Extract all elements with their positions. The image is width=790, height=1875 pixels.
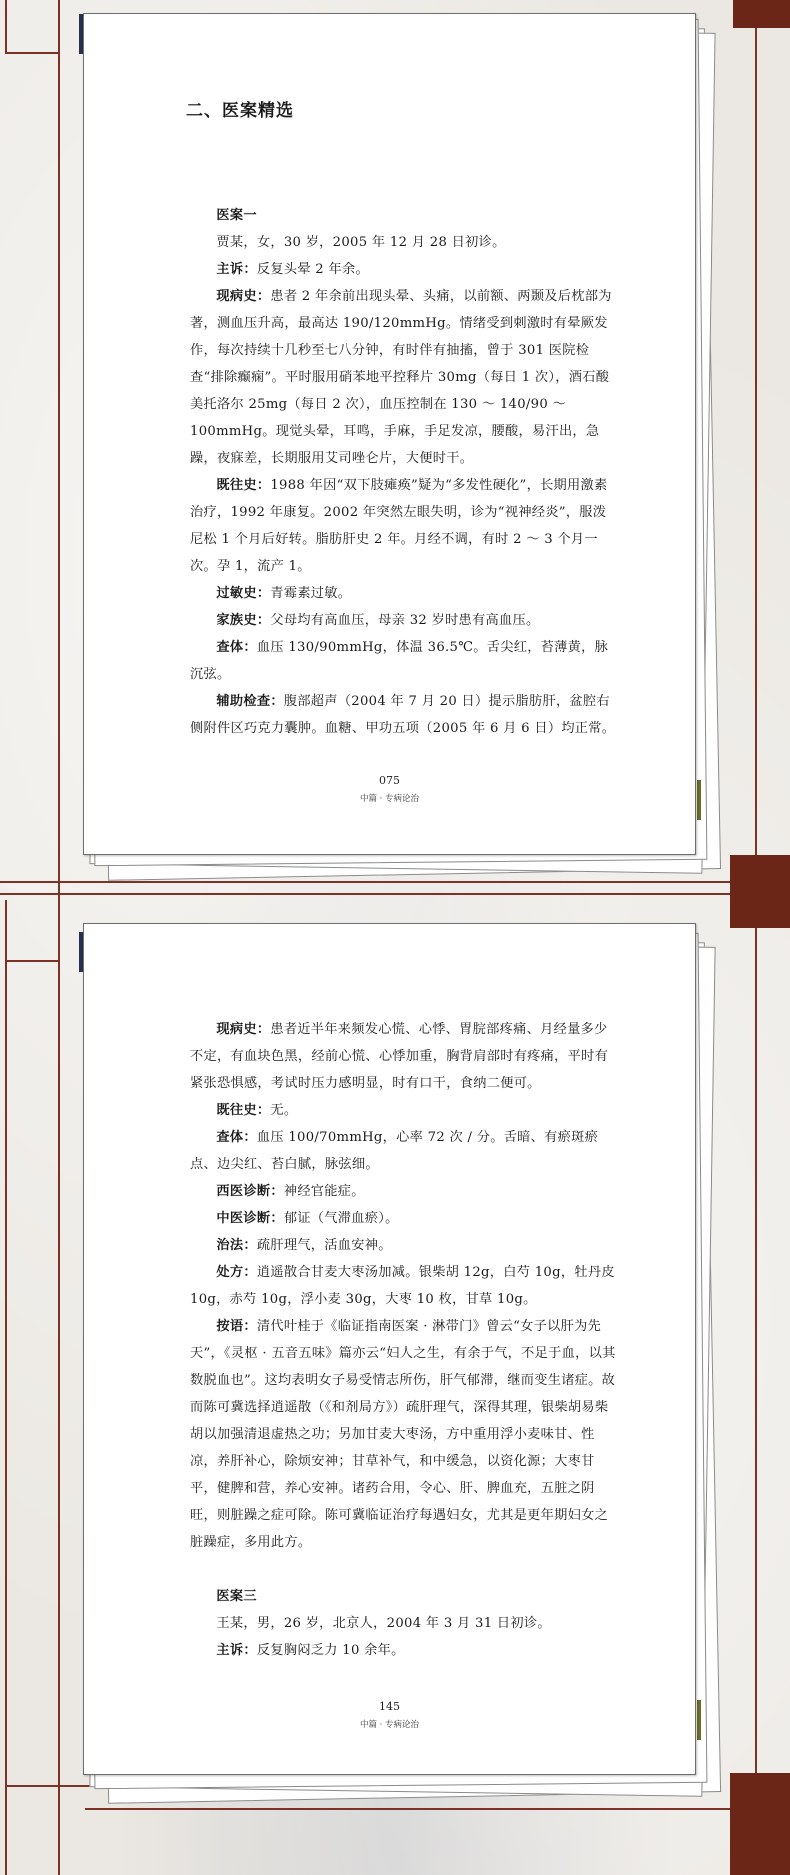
exam-label: 查体：	[216, 640, 257, 655]
allergy-label: 过敏史：	[216, 586, 271, 601]
aux-exam-paragraph: 辅助检查：腹部超声（2004 年 7 月 20 日）提示脂肪肝，盆腔右侧附件区巧克力囊肿。血糖、甲功五项（2005 年 6 月 6 日）均正常。	[190, 694, 616, 736]
western-diagnosis-paragraph: 西医诊断：神经官能症。	[216, 1184, 365, 1199]
page-footer: 中篇 · 专病论治	[359, 794, 420, 804]
book-edge-olive	[697, 780, 701, 820]
tcm-label: 中医诊断：	[216, 1211, 284, 1226]
corner-block-bottom-right	[730, 1773, 790, 1875]
frame-line-bottom-h2	[5, 1785, 95, 1787]
corner-block-mid-right	[730, 855, 790, 928]
document-page-075	[83, 13, 696, 855]
present-label: 现病史：	[216, 289, 271, 304]
prescription-paragraph: 处方：逍遥散合甘麦大枣汤加减。银柴胡 12g，白芍 10g，牡丹皮 10g，赤芍 10g，浮小麦 30g，大枣 10 枚，甘草 10g。	[190, 1265, 615, 1307]
past-label: 既往史：	[216, 1103, 271, 1118]
method-label: 治法：	[216, 1238, 257, 1253]
treatment-method-paragraph: 治法：疏肝理气，活血安神。	[216, 1238, 392, 1253]
page-number: 145	[379, 1700, 400, 1713]
case-title: 医案一	[216, 208, 257, 223]
note-label: 按语：	[216, 1319, 257, 1334]
frame-line-right-v	[755, 0, 757, 855]
frame-line-left-v2	[5, 900, 7, 1875]
past-history-paragraph: 既往史：无。	[216, 1103, 298, 1118]
complaint-label: 主诉：	[216, 262, 257, 277]
complaint-paragraph: 主诉：反复胸闷乏力 10 余年。	[216, 1643, 405, 1658]
exam-paragraph: 查体：血压 100/70mmHg，心率 72 次 / 分。舌暗、有瘀斑瘀点、边尖红、苔白腻，脉弦细。	[190, 1130, 599, 1172]
family-label: 家族史：	[216, 613, 271, 628]
book-edge-olive	[697, 1700, 701, 1740]
tcm-diagnosis-paragraph: 中医诊断：郁证（气滞血瘀）。	[216, 1211, 399, 1226]
present-history-paragraph: 现病史：患者 2 年余前出现头晕、头痛，以前额、两颞及后枕部为著，测血压升高，最高达 190/120mmHg。情绪受到刺激时有晕厥发作，每次持续十几秒至七八分钟，有时伴有抽搐，曾于 301 医院检查“排除癫痫”。平时服用硝苯地平控释片 30mg（每日 1 次），酒石酸美托洛尔 25mg（每日 2 次），血压控制在 130 ～ 140/90 ～ 100mmHg。现觉头晕，耳鸣，手麻，手足发凉，腰酸，易汗出，急躁，夜寐差，长期服用艾司唑仑片，大便时干。	[190, 289, 612, 466]
frame-line-mid-h	[0, 881, 790, 883]
present-history-paragraph: 现病史：患者近半年来频发心慌、心悸、胃脘部疼痛、月经量多少不定，有血块色黑，经前心慌、心悸加重，胸背肩部时有疼痛，平时有紧张恐惧感，考试时压力感明显，时有口干，食纳二便可。	[190, 1022, 609, 1091]
frame-line-bottom-h	[5, 960, 59, 962]
exam-label: 查体：	[216, 1130, 257, 1145]
page-text	[190, 202, 616, 742]
present-label: 现病史：	[216, 1022, 271, 1037]
page-text	[190, 1016, 616, 1664]
case-title: 医案三	[216, 1589, 257, 1604]
commentary-paragraph: 按语：清代叶桂于《临证指南医案 · 淋带门》曾云“女子以肝为先天”，《灵枢 · 五音五味》篇亦云“妇人之生，有余于气，不足于血，以其数脱血也”。这均表明女子易受情志所伤，肝气郁滞，继而变生诸症。故而陈可冀选择逍遥散（《和剂局方》）疏肝理气，深得其理，银柴胡易柴胡以加强清退虚热之功；另加甘麦大枣汤，方中重用浮小麦味甘、性凉，养肝补心，除烦安神；甘草补气，和中缓急，以资化源；大枣甘平，健脾和营，养心安神。诸药合用，令心、肝、脾血充，五脏之阴旺，则脏躁之症可除。陈可冀临证治疗每遇妇女，尤其是更年期妇女之脏躁症，多用此方。	[190, 1319, 616, 1550]
corner-block-top-right	[733, 0, 790, 28]
aux-label: 辅助检查：	[216, 694, 284, 709]
frame-line-top-h	[5, 52, 59, 54]
frame-line-right-v2	[755, 900, 757, 1875]
page-number: 075	[379, 774, 400, 787]
exam-paragraph: 查体：血压 130/90mmHg，体温 36.5℃。舌尖红，苔薄黄，脉沉弦。	[190, 640, 609, 682]
complaint-label: 主诉：	[216, 1643, 257, 1658]
frame-line-bottom-h3	[85, 1808, 755, 1810]
frame-line-top-v	[5, 0, 7, 54]
page-footer: 中篇 · 专病论治	[359, 1720, 420, 1730]
family-history-paragraph: 家族史：父母均有高血压，母亲 32 岁时患有高血压。	[216, 613, 540, 628]
rx-label: 处方：	[216, 1265, 257, 1280]
past-history-paragraph: 既往史：1988 年因“双下肢瘫痪”疑为“多发性硬化”，长期用激素治疗，1992 年康复。2002 年突然左眼失明，诊为“视神经炎”，服泼尼松 1 个月后好转。脂肪肝史 2 年。月经不调，有时 2 ～ 3 个月一次。孕 1，流产 1。	[190, 478, 608, 574]
section-title: 二、医案精选	[186, 101, 294, 121]
wm-label: 西医诊断：	[216, 1184, 284, 1199]
patient-line: 王某，男，26 岁，北京人，2004 年 3 月 31 日初诊。	[216, 1616, 551, 1631]
frame-line-left-v3	[58, 895, 60, 1875]
past-label: 既往史：	[216, 478, 271, 493]
patient-line: 贾某，女，30 岁，2005 年 12 月 28 日初诊。	[216, 235, 506, 250]
frame-line-left-v	[58, 0, 60, 895]
frame-line-mid-h2	[0, 893, 790, 895]
complaint-paragraph: 主诉：反复头晕 2 年余。	[216, 262, 369, 277]
allergy-paragraph: 过敏史：青霉素过敏。	[216, 586, 352, 601]
document-page-145	[83, 923, 696, 1775]
